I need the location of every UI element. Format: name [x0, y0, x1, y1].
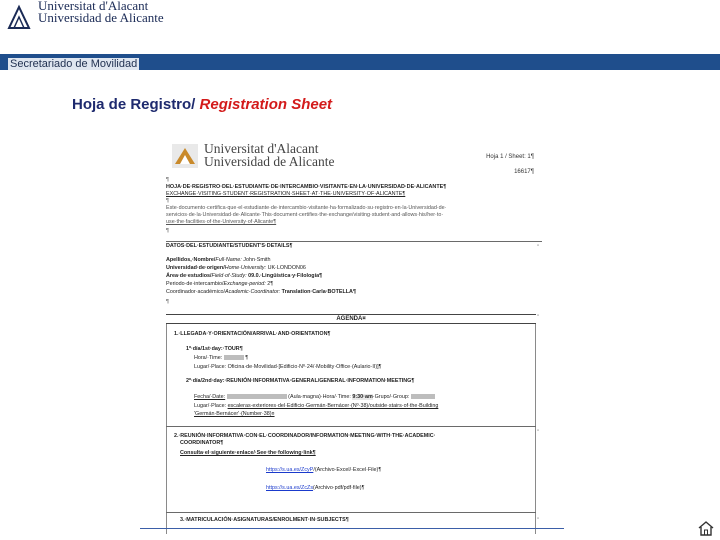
place-2-value: escaleras·exteriores·del·Edificio·Germán·Bernácer·(Nº·38)/outside·stairs·of·the·Building — [227, 403, 439, 409]
page-title — [72, 96, 332, 113]
university-name-spanish: Universidad de Alicante — [38, 10, 164, 25]
item-3-title: 3.·MATRICULACIÓN·ASIGNATURAS/ENROLMENT·IN·SUBJECTS¶ — [180, 517, 349, 523]
excel-link-row: https://s.ua.es/ZcyP/(Archivo·Excel/·Excel·File)¶ — [266, 467, 382, 473]
blank-line-3: ¶ — [166, 299, 169, 305]
margin-mark: ▫ — [537, 313, 540, 319]
section-title: Secretariado de Movilidad — [10, 58, 138, 70]
field-of-study-row: Área·de·estudios/Field·of·Study: 09.0.·Lingüística·y·Filología¶ — [166, 273, 323, 279]
document-title-es: HOJA·DE·REGISTRO·DEL·ESTUDIANTE·DE·INTERCAMBIO·VISITANTE·EN·LA·UNIVERSIDAD·DE·ALICANTE¶ — [166, 184, 447, 190]
margin-mark: ▫ — [537, 243, 540, 249]
item-divider-2 — [166, 512, 536, 513]
field-of-study-value: 09.0.·Lingüística·y·Filología¶ — [248, 273, 323, 279]
registration-document — [166, 136, 542, 534]
home-university-value: UK·LONDON06 — [267, 265, 306, 271]
university-banner — [0, 0, 720, 36]
item-divider — [166, 426, 536, 427]
item-1-title: 1.·LLEGADA·Y·ORIENTACIÓN/ARRIVAL·AND·ORIENTATION¶ — [174, 331, 331, 337]
document-logo-icon — [172, 144, 198, 168]
item-2-title-cont: COORDINATOR¶ — [180, 440, 224, 446]
day-1-time: Hora/·Time: ¶ — [194, 355, 249, 361]
day-2-title: 2º·día/2nd·day:·REUNIÓN·INFORMATIVA·GENERAL/GENERAL·INFORMATION·MEETING¶ — [186, 378, 415, 384]
university-logo-icon — [6, 3, 32, 31]
coordinator-row: Coordinador·académico/Academic·Coordinator: Translation·Carla·BOTELLA¶ — [166, 289, 356, 295]
exchange-period-row: Periodo·de·intercambio/Exchange·period: 2¶ — [166, 281, 274, 287]
student-name-row: Apellidos,·Nombre/Full·Name: John·Smith — [166, 257, 271, 263]
document-university-name: Universitat d'Alacant Universidad de Alicante — [204, 141, 335, 169]
page-title-es: Hoja de Registro/ — [72, 96, 196, 113]
exchange-period-value: 2¶ — [267, 281, 274, 287]
student-section-title: DATOS·DEL·ESTUDIANTE/STUDENT'S·DETAILS¶ — [166, 243, 293, 249]
day-2-date: Fecha/·Date: (Aula·magna)·Hora/·Time: 9:30·am·Grupo/·Group: — [194, 394, 435, 401]
university-name — [38, 0, 164, 24]
intro-line-1: Este·documento·certifica·que·el·estudiante·de·intercambio·visitante·ha·formalizado·su·registro·en·la·Universidad·de· — [166, 205, 447, 211]
day-1-title: 1º·día/1st·day:·TOUR¶ — [186, 346, 243, 352]
intro-line-3: use·the·facilities·of·the·University·of·Alicante¶ — [166, 219, 277, 225]
day-2-place: Lugar/·Place: escaleras·exteriores·del·Edificio·Germán·Bernácer·(Nº·38)/outside·stairs·of·the·Building — [194, 403, 439, 409]
university-name-valencian: Universitat d'Alacant — [38, 0, 149, 13]
pdf-link[interactable]: https://s.ua.es/ZcZs — [266, 485, 314, 491]
blank-line: ¶ — [166, 198, 169, 204]
blank-line-2: ¶ — [166, 228, 169, 234]
agenda-header: AGENDA¤ — [166, 314, 536, 324]
sheet-indicator: Hoja 1 / Sheet: 1¶ — [486, 154, 534, 160]
section-divider — [166, 241, 542, 242]
table-border-right — [535, 324, 536, 534]
item-2-title: 2.·REUNIÓN·INFORMATIVA·CON·EL·COORDINADOR/INFORMATION·MEETING·WITH·THE·ACADEMIC· — [174, 433, 436, 439]
home-university-row: Universidad·de·origen/Home·University: UK·LONDON06 — [166, 265, 306, 271]
pdf-link-row: https://s.ua.es/ZcZs(Archivo·pdf/pdf·file)¶ — [266, 485, 365, 491]
day-1-place: Lugar/·Place: Oficina·de·Movilidad·[Edificio·Nº·24/·Mobility·Office·(Aulario·II)]¶ — [194, 364, 382, 370]
time-2-value: 9:30·am — [352, 394, 373, 400]
consult-link-text: Consulta·el·siguiente·enlace/·See·the·following·link¶ — [180, 450, 316, 456]
margin-mark: ▫ — [537, 516, 540, 522]
page-title-en: Registration Sheet — [199, 96, 333, 113]
time-blank — [224, 355, 244, 360]
excel-link[interactable]: https://s.ua.es/ZcyP — [266, 467, 314, 473]
coordinator-value: Translation·Carla·BOTELLA¶ — [281, 289, 356, 295]
table-border-left — [166, 324, 167, 534]
place-1-value: Oficina·de·Movilidad·[Edificio·Nº·24/·Mobility·Office·(Aulario·II)]¶ — [227, 364, 382, 370]
intro-line-2: servicios·de·la·Universidad·de·Alicante·This·document·certifies·the·exchange/visiting·student·and·allows·his/her·to· — [166, 212, 444, 218]
footer-line — [140, 528, 564, 529]
home-icon[interactable] — [697, 520, 715, 536]
document-number: 16617¶ — [514, 169, 534, 175]
pilcrow: ¶ — [166, 177, 169, 183]
day-2-place-cont: 'Germán·Bernácer'·(Number·38)¤ — [194, 411, 275, 417]
margin-mark: ▫ — [537, 428, 540, 434]
document-title-en: EXCHANGE·VISITING·STUDENT·REGISTRATION·SHEET·AT·THE·UNIVERSITY·OF·ALICANTE¶ — [166, 191, 406, 197]
student-name-value: John·Smith — [243, 257, 271, 263]
